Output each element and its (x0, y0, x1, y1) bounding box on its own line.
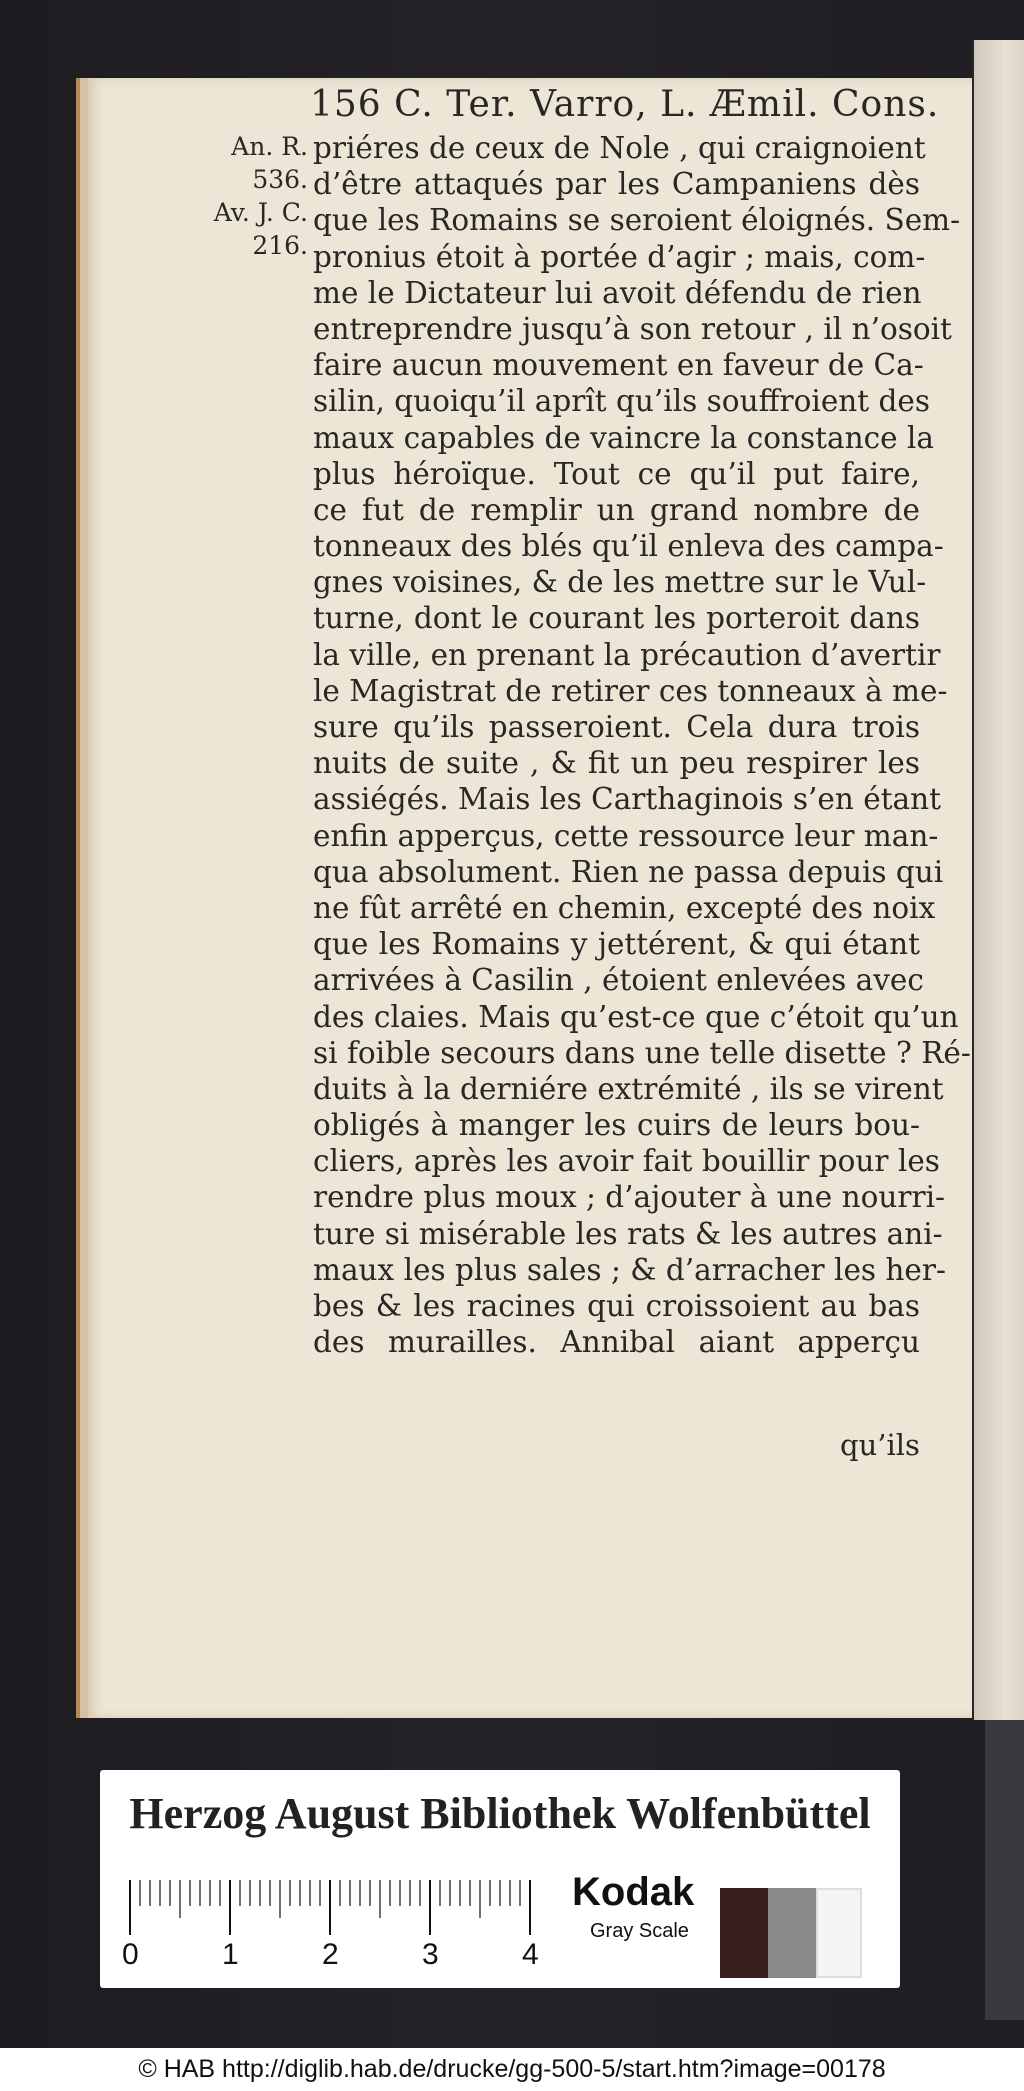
gray-swatch-mid (768, 1888, 816, 1978)
text-line: le Magistrat de retirer ces tonneaux à me- (313, 673, 948, 708)
text-line: qua absolument. Rien ne passa depuis qui (313, 854, 944, 889)
text-line: obligés à manger les cuirs de leurs bou- (313, 1108, 920, 1143)
ruler-number: 1 (222, 1938, 239, 1971)
text-line: turne, dont le courant les porteroit dans (313, 601, 920, 636)
ruler-number: 2 (322, 1938, 339, 1971)
text-line: des murailles. Annibal aiant apperçu (313, 1325, 920, 1360)
margin-note (178, 130, 308, 262)
text-line: maux capables de vaincre la constance la (313, 420, 934, 455)
text-line: rendre plus moux ; d’ajouter à une nourri- (313, 1180, 945, 1215)
text-line: gnes voisines, & de les mettre sur le Vul- (313, 565, 927, 600)
text-line: priéres de ceux de Nole , qui craignoient (313, 131, 926, 165)
gray-scale-label: Gray Scale (590, 1920, 689, 1942)
kodak-logo: Kodak (572, 1870, 695, 1914)
text-line: assiégés. Mais les Carthaginois s’en étant (313, 782, 941, 817)
margin-note-line: 216. (252, 231, 308, 260)
margin-note-line: 536. (252, 165, 308, 194)
text-line: ture si misérable les rats & les autres ani- (313, 1216, 943, 1251)
library-title: Herzog August Bibliothek Wolfenbüttel (129, 1789, 871, 1838)
ruler-number: 4 (522, 1938, 539, 1971)
text-line: bes & les racines qui croissoient au bas (313, 1289, 920, 1323)
text-line: tonneaux des blés qu’il enleva des campa- (313, 529, 944, 564)
text-line: sure qu’ils passeroient. Cela dura trois (313, 710, 920, 744)
text-line: ce fut de remplir un grand nombre de (313, 492, 920, 527)
ruler-ticks (128, 1878, 548, 1938)
text-line: silin, quoiqu’il aprît qu’ils souffroient des (313, 384, 930, 419)
ruler-number: 0 (122, 1938, 139, 1971)
text-line: entreprendre jusqu’à son retour , il n’osoit (313, 311, 952, 346)
catchword: qu’ils (840, 1428, 920, 1462)
text-line: d’être attaqués par les Campaniens dès (313, 167, 920, 202)
gray-swatch-dark (720, 1888, 768, 1978)
text-line: nuits de suite , & fit un peu respirer les (313, 746, 920, 781)
text-line: maux les plus sales ; & d’arracher les her- (313, 1252, 946, 1287)
margin-note-line: An. R. (231, 132, 308, 161)
text-line: faire aucun mouvement en faveur de Ca- (313, 348, 924, 383)
text-line: me le Dictateur lui avoit défendu de rien (313, 275, 922, 310)
gray-swatch-light (816, 1888, 862, 1978)
text-line: ne fût arrêté en chemin, excepté des noix (313, 890, 936, 925)
ruler-number: 3 (422, 1938, 439, 1971)
library-label (100, 1770, 900, 1988)
footer-link[interactable]: © HAB http://diglib.hab.de/drucke/gg-500-5/start.htm?image=00178 (138, 2055, 886, 2083)
text-line: pronius étoit à portée d’agir ; mais, com- (313, 239, 926, 274)
facing-page-edge (972, 40, 1024, 1720)
text-line: si foible secours dans une telle disette ? Ré- (313, 1035, 971, 1070)
text-line: enfin apperçus, cette ressource leur man- (313, 818, 939, 853)
text-line: plus héroïque. Tout ce qu’il put faire, (313, 456, 920, 491)
text-line: arrivées à Casilin , étoient enlevées avec (313, 963, 924, 998)
margin-note-line: Av. J. C. (213, 198, 308, 227)
body-text (313, 130, 971, 1360)
text-line: que les Romains se seroient éloignés. Sem- (313, 203, 961, 238)
text-line: la ville, en prenant la précaution d’avertir (313, 637, 941, 672)
book-edge (985, 1720, 1024, 2020)
text-line: duits à la derniére extrémité , ils se virent (313, 1071, 944, 1106)
copyright-footer[interactable] (0, 2048, 1024, 2091)
text-line: des claies. Mais qu’est-ce que c’étoit qu’un (313, 999, 959, 1034)
text-line: cliers, après les avoir fait bouillir pour les (313, 1144, 940, 1179)
running-header: 156 C. Ter. Varro, L. Æmil. Cons. (310, 84, 940, 125)
ruler (122, 1878, 548, 1978)
text-line: que les Romains y jettérent, & qui étant (313, 927, 920, 962)
